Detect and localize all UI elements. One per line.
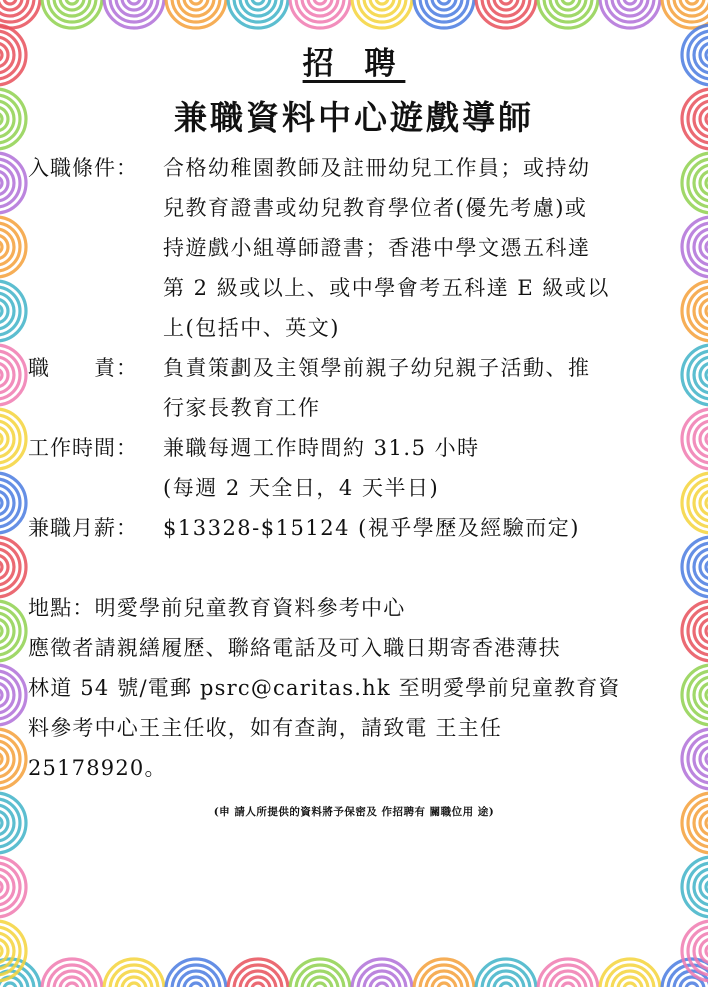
rainbow-arc-motif [42,0,102,28]
rainbow-arc-motif [600,959,660,987]
rainbow-arc-motif [476,959,536,987]
section-gap [28,548,680,588]
hours-line: (每週 2 天全日，4 天半日) [163,476,440,500]
rainbow-arc-motif [682,601,708,661]
requirements-line: 持遊戲小組導師證書；香港中學文憑五科達 [163,236,591,260]
rainbow-arc-motif [682,473,708,533]
rainbow-arc-motif [682,409,708,469]
rainbow-arc-motif [352,0,412,28]
rainbow-arc-motif [414,0,474,28]
requirements-line: 合格幼稚園教師及註冊幼兒工作員；或持幼 [163,156,591,180]
rainbow-arc-motif [682,89,708,149]
confidentiality-footnote: (申 請人所提供的資料將予保密及 作招聘有 關職位用 途) [213,806,495,818]
rainbow-arc-motif [352,959,412,987]
rainbow-arc-motif [414,959,474,987]
rainbow-arc-motif [0,25,26,85]
application-line: 應徵者請親繕履歷、聯絡電話及可入職日期寄香港薄扶 [28,636,561,660]
rainbow-arc-motif [662,0,708,28]
rainbow-arc-motif [0,281,26,341]
salary-label: 兼職月薪： [28,516,138,540]
rainbow-arc-motif [228,959,288,987]
rainbow-arc-motif [166,959,226,987]
hours-line: 兼職每週工作時間約 31.5 小時 [163,436,480,460]
rainbow-arc-motif [0,473,26,533]
rainbow-arc-motif [290,0,350,28]
rainbow-arc-motif [0,217,26,277]
rainbow-arc-motif [538,0,598,28]
rainbow-arc-motif [0,857,26,917]
requirements-section [28,148,680,348]
rainbow-arc-motif [476,0,536,28]
duties-line: 負責策劃及主領學前親子幼兒親子活動、推 [163,356,591,380]
rainbow-arc-motif [290,959,350,987]
rainbow-arc-motif [42,959,102,987]
poster-content [28,32,680,819]
hours-label: 工作時間： [28,436,138,460]
rainbow-arc-motif [682,793,708,853]
rainbow-arc-motif [682,281,708,341]
rainbow-arc-motif [104,0,164,28]
rainbow-arc-motif [682,345,708,405]
rainbow-arc-motif [0,89,26,149]
rainbow-arc-motif [682,665,708,725]
duties-section [28,348,680,428]
requirements-line: 上(包括中、英文) [163,316,340,340]
rainbow-arc-motif [682,25,708,85]
rainbow-arc-motif [0,345,26,405]
hours-section [28,428,680,508]
rainbow-arc-motif [0,729,26,789]
rainbow-arc-motif [0,537,26,597]
application-line: 料參考中心王主任收，如有查詢，請致電 王主任 [28,716,503,740]
application-instructions [28,628,680,788]
requirements-line: 第 2 級或以上、或中學會考五科達 E 級或以 [163,276,610,300]
rainbow-arc-motif [0,665,26,725]
rainbow-arc-motif [166,0,226,28]
duties-line: 行家長教育工作 [163,396,321,420]
requirements-label: 入職條件： [28,156,138,180]
duties-label: 職 責： [28,356,138,380]
salary-line: $13328-$15124 (視乎學歷及經驗而定) [163,516,580,540]
rainbow-arc-motif [104,959,164,987]
rainbow-arc-motif [228,0,288,28]
rainbow-arc-motif [0,409,26,469]
rainbow-arc-motif [682,217,708,277]
rainbow-arc-motif [600,0,660,28]
requirements-line: 兒教育證書或幼兒教育學位者(優先考慮)或 [163,196,588,220]
position-title: 兼職資料中心遊戲導師 [174,98,534,137]
rainbow-arc-motif [0,601,26,661]
rainbow-arc-motif [0,793,26,853]
salary-section [28,508,680,548]
rainbow-arc-motif [682,153,708,213]
poster-heading: 招 聘 [302,46,406,82]
rainbow-arc-motif [0,153,26,213]
rainbow-arc-motif [0,0,40,28]
application-line: 25178920。 [28,756,167,780]
location-line: 地點：明愛學前兒童教育資料參考中心 [28,596,406,620]
rainbow-arc-motif [538,959,598,987]
rainbow-arc-motif [682,537,708,597]
rainbow-arc-motif [682,729,708,789]
rainbow-arc-motif [682,857,708,917]
application-line: 林道 54 號/電郵 psrc@caritas.hk 至明愛學前兒童教育資 [28,676,621,700]
